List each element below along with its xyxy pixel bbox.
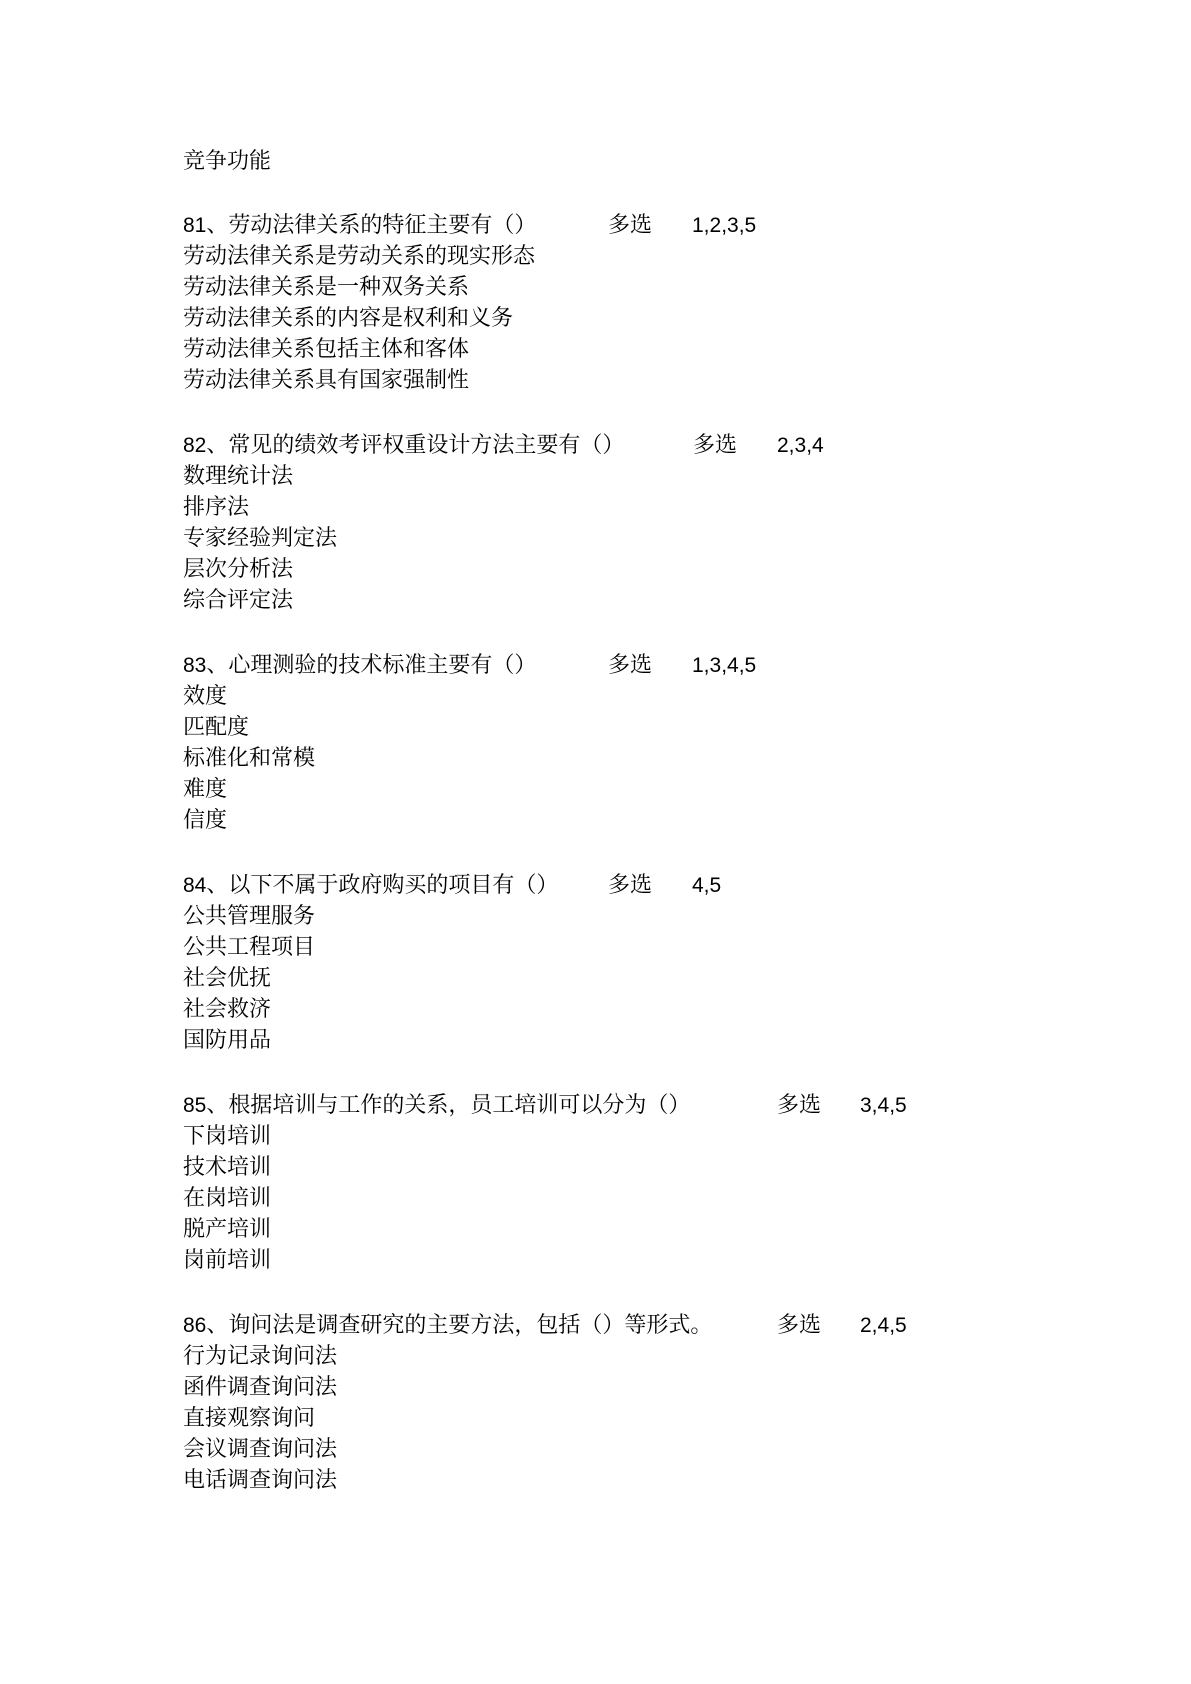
option-5: 电话调查询问法 (183, 1468, 338, 1493)
option-5: 信度 (183, 808, 228, 833)
question-separator: 、 (206, 1093, 229, 1118)
option-1: 行为记录询问法 (183, 1344, 338, 1369)
question-type: 多选 (693, 433, 738, 458)
option-3: 劳动法律关系的内容是权利和义务 (183, 306, 514, 331)
question-number: 81 (183, 214, 207, 237)
option-4: 难度 (183, 777, 228, 802)
question-separator: 、 (206, 873, 229, 898)
option-1: 下岗培训 (183, 1124, 272, 1149)
question-separator: 、 (206, 433, 229, 458)
question-separator: 、 (206, 1313, 229, 1338)
question-text: 询问法是调查研究的主要方法，包括（）等形式。 (228, 1313, 713, 1338)
option-3: 在岗培训 (183, 1186, 272, 1211)
option-2: 劳动法律关系是一种双务关系 (183, 275, 470, 300)
question-type: 多选 (608, 653, 653, 678)
option-3: 社会优抚 (183, 966, 272, 991)
option-3: 直接观察询问 (183, 1406, 316, 1431)
question-answer: 4,5 (692, 874, 722, 897)
option-5: 国防用品 (183, 1028, 272, 1053)
question-type: 多选 (777, 1093, 822, 1118)
option-2: 排序法 (183, 495, 250, 520)
option-5: 岗前培训 (183, 1248, 272, 1273)
question-stem (183, 210, 536, 241)
question-type: 多选 (608, 213, 653, 238)
option-2: 匹配度 (183, 715, 250, 740)
question-stem (183, 430, 624, 461)
question-stem (183, 1310, 712, 1341)
question-text: 根据培训与工作的关系，员工培训可以分为（） (228, 1093, 691, 1118)
option-5: 劳动法律关系具有国家强制性 (183, 368, 470, 393)
option-2: 技术培训 (183, 1155, 272, 1180)
option-3: 标准化和常模 (183, 746, 316, 771)
option-2: 函件调查询问法 (183, 1375, 338, 1400)
option-1: 效度 (183, 684, 228, 709)
option-1: 数理统计法 (183, 464, 294, 489)
question-answer: 1,3,4,5 (692, 654, 757, 677)
question-text: 劳动法律关系的特征主要有（） (228, 213, 537, 238)
question-number: 83 (183, 654, 207, 677)
option-5: 综合评定法 (183, 588, 294, 613)
option-4: 会议调查询问法 (183, 1437, 338, 1462)
option-4: 劳动法律关系包括主体和客体 (183, 337, 470, 362)
question-separator: 、 (206, 653, 229, 678)
question-stem (183, 1090, 690, 1121)
option-4: 社会救济 (183, 997, 272, 1022)
question-text: 常见的绩效考评权重设计方法主要有（） (228, 433, 625, 458)
question-number: 84 (183, 874, 207, 897)
question-answer: 2,3,4 (777, 434, 824, 457)
question-text: 心理测验的技术标准主要有（） (228, 653, 537, 678)
question-number: 82 (183, 434, 207, 457)
question-type: 多选 (608, 873, 653, 898)
question-number: 86 (183, 1314, 207, 1337)
option-4: 层次分析法 (183, 557, 294, 582)
question-stem (183, 650, 536, 681)
option-3: 专家经验判定法 (183, 526, 338, 551)
question-stem (183, 870, 558, 901)
question-separator: 、 (206, 213, 229, 238)
question-answer: 3,4,5 (860, 1094, 907, 1117)
option-2: 公共工程项目 (183, 935, 316, 960)
option-4: 脱产培训 (183, 1217, 272, 1242)
option-1: 劳动法律关系是劳动关系的现实形态 (183, 244, 536, 269)
question-answer: 2,4,5 (860, 1314, 907, 1337)
option-1: 公共管理服务 (183, 904, 316, 929)
continued-option-text: 竞争功能 (183, 149, 272, 174)
question-text: 以下不属于政府购买的项目有（） (228, 873, 559, 898)
question-type: 多选 (777, 1313, 822, 1338)
question-answer: 1,2,3,5 (692, 214, 757, 237)
question-number: 85 (183, 1094, 207, 1117)
